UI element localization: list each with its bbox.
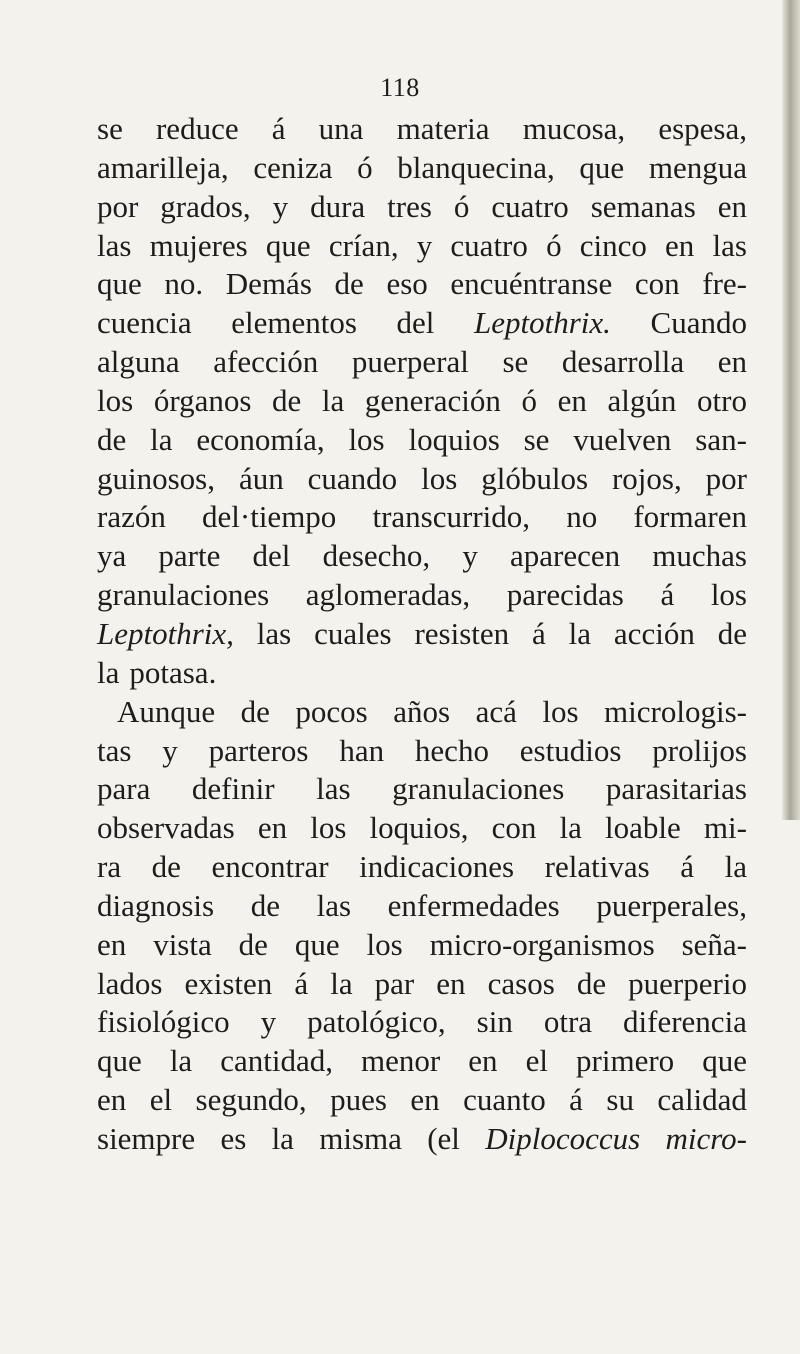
- word: micrologis-: [604, 693, 747, 729]
- word: y: [162, 732, 178, 768]
- word: la: [97, 654, 120, 690]
- page-edge-shadow: [782, 0, 800, 820]
- word: Leptothrix,: [97, 615, 234, 651]
- word: casos: [487, 965, 555, 1001]
- word: los: [542, 693, 579, 729]
- word: seña-: [681, 926, 747, 962]
- word: (el: [427, 1120, 460, 1156]
- word: formaren: [633, 499, 747, 535]
- word: calidad: [657, 1082, 747, 1118]
- word: la: [271, 1120, 294, 1156]
- word: los: [97, 382, 134, 418]
- word: espesa,: [658, 111, 747, 146]
- word: órganos: [153, 382, 252, 418]
- word: las: [316, 887, 352, 923]
- word: años: [393, 693, 451, 729]
- word: en: [665, 227, 695, 263]
- word: existen: [184, 965, 273, 1001]
- word: guinosos,: [97, 460, 215, 496]
- word: no.: [164, 266, 204, 302]
- word: ó: [453, 188, 470, 224]
- word: aparecen: [509, 538, 621, 574]
- word: menor: [361, 1043, 441, 1079]
- word: Diplococcus: [485, 1120, 641, 1156]
- word: reduce: [155, 111, 239, 146]
- text-line: [97, 1120, 747, 1159]
- text-line: [97, 1042, 747, 1081]
- word: parecidas: [506, 577, 624, 613]
- text-line: [97, 149, 747, 188]
- word: de: [151, 849, 181, 885]
- word: del: [396, 305, 435, 341]
- word: prolijos: [652, 732, 747, 768]
- word: en: [410, 1082, 440, 1118]
- word: fisiológico: [97, 1004, 230, 1040]
- word: cuencia: [97, 305, 192, 341]
- text-line: [97, 576, 747, 615]
- word: parteros: [208, 732, 309, 768]
- word: en: [717, 344, 747, 380]
- body-text: [97, 110, 747, 1159]
- word: estudios: [519, 732, 622, 768]
- word: micro-organismos: [429, 926, 655, 962]
- word: primero: [576, 1043, 675, 1079]
- text-line: [97, 615, 747, 654]
- text-line: [97, 265, 747, 304]
- word: afección: [213, 344, 319, 380]
- word: á: [569, 1082, 583, 1118]
- text-line: [97, 926, 747, 965]
- text-line: [97, 887, 747, 926]
- word: han: [339, 732, 385, 768]
- word: se: [502, 344, 529, 380]
- word: cantidad,: [220, 1043, 333, 1079]
- word: en: [97, 1082, 127, 1118]
- word: vista: [153, 926, 212, 962]
- word: es: [220, 1120, 247, 1156]
- word: cuanto: [463, 1082, 546, 1118]
- word: siempre: [97, 1120, 196, 1156]
- word: loquios: [408, 421, 500, 457]
- text-line: [97, 227, 747, 266]
- word: hecho: [414, 732, 489, 768]
- text-line: [97, 848, 747, 887]
- word: y: [416, 227, 433, 263]
- word: puerperales,: [596, 887, 747, 923]
- word: con: [491, 810, 537, 846]
- word: observadas: [97, 810, 235, 846]
- text-line: [97, 1081, 747, 1120]
- word: por: [97, 188, 139, 224]
- word: la: [559, 810, 582, 846]
- word: de: [250, 887, 280, 923]
- word: las: [316, 771, 351, 807]
- word: cinco: [579, 227, 647, 263]
- word: en: [557, 382, 587, 418]
- word: encuéntranse: [450, 266, 613, 302]
- word: potasa.: [129, 654, 217, 690]
- word: los: [366, 926, 403, 962]
- word: relativas: [544, 849, 650, 885]
- word: granulaciones: [97, 577, 270, 613]
- word: patológico,: [307, 1004, 446, 1040]
- word: el: [525, 1043, 548, 1079]
- word: con: [634, 266, 680, 302]
- word: granulaciones: [392, 771, 565, 807]
- word: á: [680, 849, 695, 885]
- word: se: [523, 421, 550, 457]
- word: blanquecina,: [397, 149, 555, 185]
- word: los: [710, 577, 747, 613]
- word: crían,: [328, 227, 399, 263]
- word: ó: [546, 227, 562, 263]
- word: generación: [364, 382, 501, 418]
- word: en: [468, 1043, 498, 1079]
- word: muchas: [652, 538, 747, 574]
- word: segundo,: [195, 1082, 307, 1118]
- word: ya: [97, 538, 127, 574]
- text-line: [97, 809, 747, 848]
- word: mujeres: [149, 227, 248, 263]
- word: elementos: [231, 305, 357, 341]
- text-line: [97, 732, 747, 771]
- word: otro: [697, 382, 747, 418]
- word: pues: [330, 1082, 387, 1118]
- word: y: [462, 538, 478, 574]
- word: vuelven: [573, 421, 672, 457]
- word: la: [321, 382, 345, 418]
- text-line: [97, 110, 747, 149]
- text-line: [97, 382, 747, 421]
- text-line: [97, 693, 747, 732]
- word: Leptothrix.: [474, 305, 611, 341]
- word: de: [576, 965, 607, 1001]
- word: resisten: [414, 615, 510, 651]
- text-line: [97, 343, 747, 382]
- word: diagnosis: [97, 887, 215, 923]
- word: á: [294, 965, 309, 1001]
- word: que: [579, 149, 625, 185]
- word: cuatro: [491, 188, 569, 224]
- word: indicaciones: [359, 849, 515, 885]
- word: y: [272, 188, 289, 224]
- word: de: [238, 926, 268, 962]
- word: san-: [695, 421, 747, 457]
- word: los: [310, 810, 347, 846]
- word: á: [532, 615, 546, 651]
- word: la: [150, 421, 173, 457]
- word: que: [294, 926, 340, 962]
- word: amarilleja,: [97, 149, 229, 185]
- word: se: [97, 111, 123, 146]
- word: materia: [396, 111, 490, 146]
- word: cuando: [307, 460, 398, 496]
- word: áun: [238, 460, 284, 496]
- word: glóbulos: [481, 460, 589, 496]
- word: en: [436, 965, 466, 1001]
- word: para: [97, 771, 151, 807]
- word: tas: [97, 732, 132, 768]
- word: las: [712, 227, 747, 263]
- word: ceniza: [253, 149, 333, 185]
- word: de: [717, 615, 747, 651]
- word: de: [240, 693, 270, 729]
- word: mi-: [703, 810, 747, 846]
- word: su: [606, 1082, 634, 1118]
- word: de: [272, 382, 302, 418]
- word: loable: [605, 810, 681, 846]
- word: algún: [607, 382, 677, 418]
- word: la: [169, 1043, 193, 1079]
- word: puerperio: [628, 965, 747, 1001]
- word: por: [705, 460, 747, 496]
- word: á: [660, 577, 675, 613]
- word: par: [374, 965, 415, 1001]
- text-line: [97, 498, 747, 537]
- word: del: [252, 538, 291, 574]
- word: tres: [387, 188, 432, 224]
- word: otra: [543, 1004, 593, 1040]
- text-line: [97, 188, 747, 227]
- word: en: [257, 810, 288, 846]
- word: cuatro: [450, 227, 528, 263]
- word: definir: [191, 771, 275, 807]
- word: ra: [97, 849, 122, 885]
- word: los: [421, 460, 458, 496]
- word: mengua: [648, 149, 747, 185]
- word: transcurrido,: [372, 499, 531, 535]
- word: Aunque: [117, 693, 216, 729]
- word: las: [256, 615, 292, 651]
- word: de: [334, 266, 364, 302]
- word: el: [149, 1082, 173, 1118]
- word: ó: [521, 382, 538, 418]
- word: desecho,: [322, 538, 431, 574]
- word: la: [724, 849, 747, 885]
- word: la: [568, 615, 592, 651]
- word: pocos: [295, 693, 368, 729]
- word: puerperal: [351, 344, 469, 380]
- word: fre-: [702, 266, 747, 302]
- word: semanas: [590, 188, 696, 224]
- word: desarrolla: [561, 344, 685, 380]
- word: rojos,: [611, 460, 682, 496]
- word: Cuando: [650, 305, 747, 341]
- word: loquios,: [369, 810, 469, 846]
- word: parasitarias: [605, 771, 747, 807]
- word: no: [566, 499, 598, 535]
- word: una: [318, 111, 364, 146]
- word: la: [330, 965, 353, 1001]
- word: las: [97, 227, 132, 263]
- word: en: [717, 188, 747, 224]
- word: grados,: [160, 188, 251, 224]
- word: razón: [97, 499, 166, 535]
- word: diferencia: [623, 1004, 747, 1040]
- word: eso: [386, 266, 428, 302]
- word: los: [348, 421, 385, 457]
- text-line: [97, 770, 747, 809]
- word: acción: [613, 615, 695, 651]
- text-line: [97, 654, 747, 693]
- word: misma: [319, 1120, 402, 1156]
- word: aglomeradas,: [305, 577, 471, 613]
- word: mucosa,: [522, 111, 626, 146]
- word: que: [265, 227, 311, 263]
- word: que: [97, 1043, 142, 1079]
- text-line: [97, 1003, 747, 1042]
- word: en: [97, 926, 127, 962]
- word: que: [97, 266, 142, 302]
- word: acá: [475, 693, 517, 729]
- text-line: [97, 460, 747, 499]
- word: encontrar: [211, 849, 329, 885]
- word: de: [97, 421, 127, 457]
- word: y: [260, 1004, 277, 1040]
- text-line: [97, 304, 747, 343]
- word: micro-: [665, 1120, 747, 1156]
- word: Demás: [225, 266, 312, 302]
- text-line: [97, 965, 747, 1004]
- word: que: [702, 1043, 747, 1079]
- text-line: [97, 421, 747, 460]
- word: economía,: [196, 421, 325, 457]
- word: cuales: [314, 615, 392, 651]
- word: del·tiempo: [202, 499, 337, 535]
- text-line: [97, 537, 747, 576]
- page-number: 118: [380, 73, 420, 102]
- word: parte: [158, 538, 221, 574]
- word: á: [271, 111, 286, 146]
- word: ó: [357, 149, 373, 185]
- word: alguna: [97, 344, 180, 380]
- word: lados: [97, 965, 163, 1001]
- word: dura: [310, 188, 366, 224]
- word: enfermedades: [387, 887, 560, 923]
- word: sin: [476, 1004, 513, 1040]
